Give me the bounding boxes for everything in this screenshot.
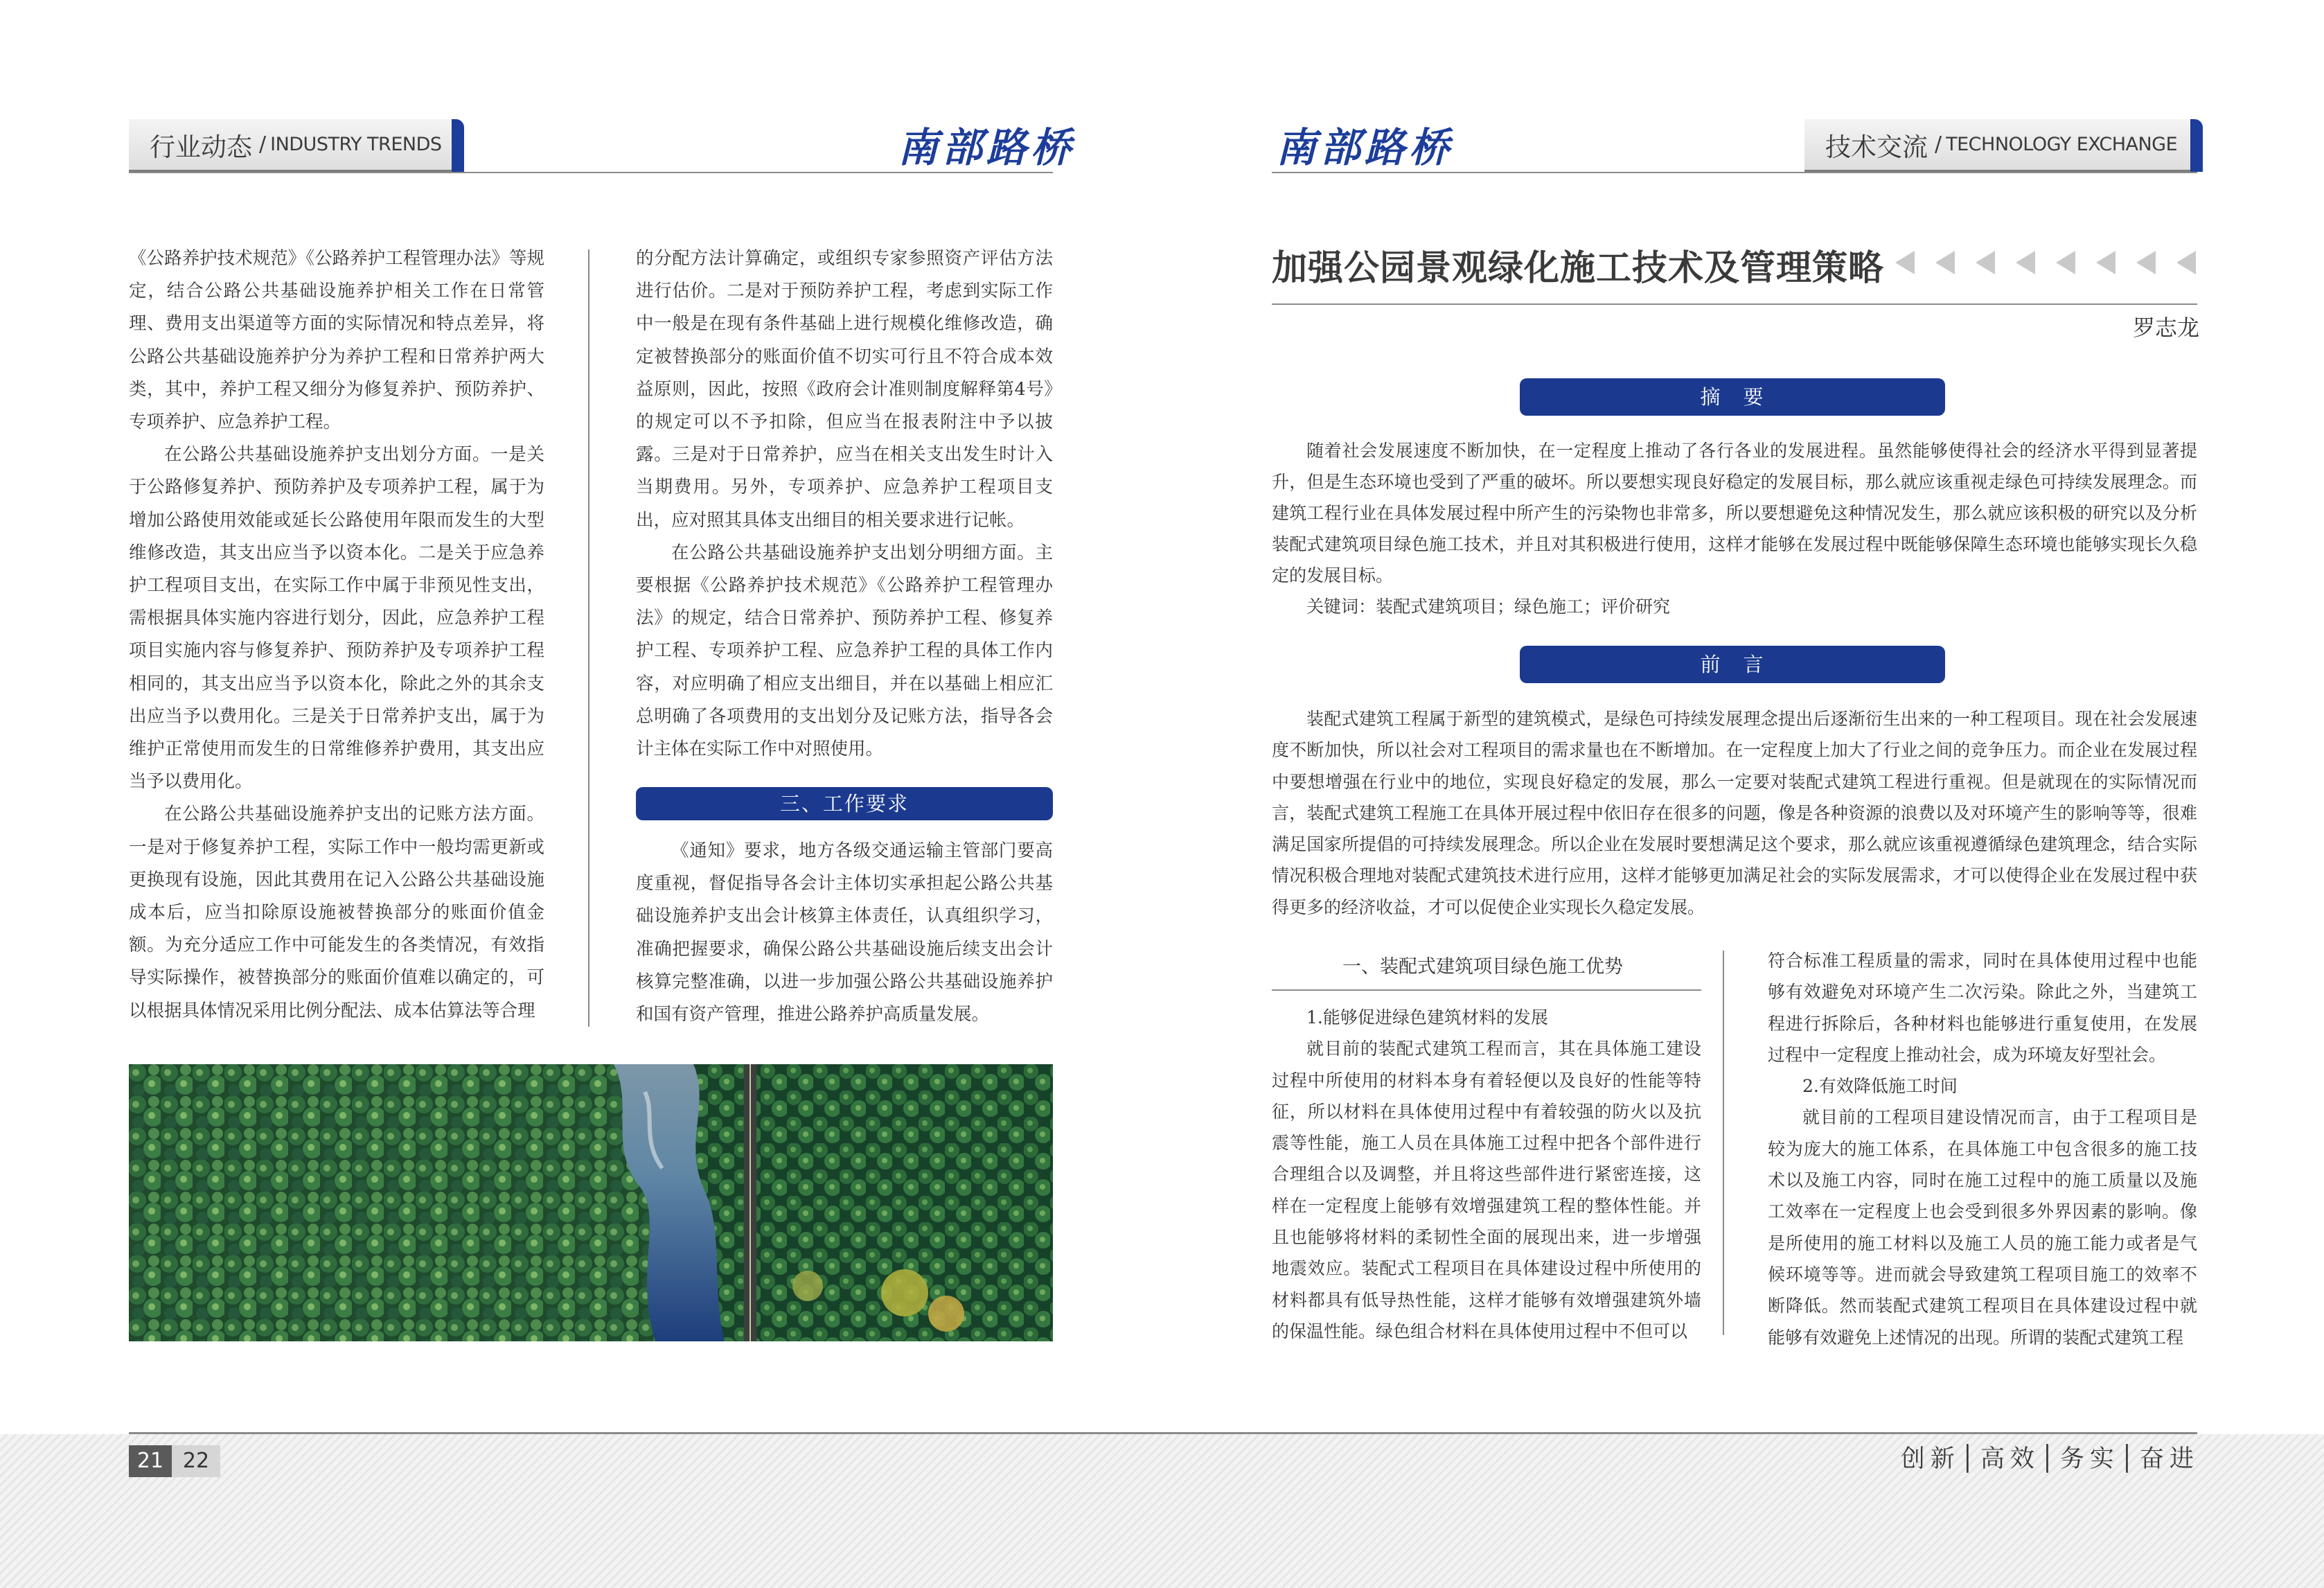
abstract-text: 随着社会发展速度不断加快，在一定程度上推动了各行各业的发展进程。虽然能够使得社会的经济水平得到显著提升，但是生态环境也受到了严重的破坏。所以要想实现良好稳定的发展目标，那么就应该重视走绿色可持续发展理念。而建筑工程行业在具体发展过程中所产生的污染物也非常多，所以要想避免这种情况发生，那么就应该积极的研究以及分析装配式建筑项目绿色施工技术，并且对其积极进行使用，这样才能够在发展过程中既能够保障生态环境也能够实现长久稳定的发展目标。 [1272, 441, 2197, 585]
right-section-tab-cn: 技术交流 [1825, 132, 1928, 162]
left-column-2 [636, 242, 1053, 766]
left-section-tab-cn: 行业动态 [150, 132, 252, 162]
triangle-icon [2136, 251, 2156, 274]
left-logo: 南部路桥 [898, 124, 1076, 171]
keywords-text: 关键词：装配式建筑项目；绿色施工；评价研究 [1306, 597, 1671, 617]
section1-heading: 一、装配式建筑项目绿色施工优势 [1342, 956, 1623, 978]
left-col2-paragraph: 的分配方法计算确定，或组织专家参照资产评估方法进行估价。二是对于预防养护工程，考虑到实际工作中一般是在现有条件基础上进行规模化维修改造，确定被替换部分的账面价值不切实可行且不符合成本效益原则，因此，按照《政府会计准则制度解释第4号》的规定可以不予扣除，但应当在报表附注中予以披露。三是对于日常养护，应当在相关支出发生时计入当期费用。另外，专项养护、应急养护工程项目支出，应对照其具体支出细目的相关要求进行记帐。 [636, 248, 1053, 531]
abstract-heading: 摘 要 [1520, 378, 1945, 416]
title-arrow-decoration [1895, 251, 2217, 274]
sub2-text: 就目前的工程项目建设情况而言，由于工程项目是较为庞大的施工体系，在具体施工中包含很多的施工技术以及施工内容，同时在施工过程中的施工质量以及施工效率在一定程度上也会受到很多外界因素的影响。像是所使用的施工材料以及施工人员的施工能力或者是气候环境等等。进而就会导致建筑工程项目施工的效率不断降低。然而装配式建筑工程项目在具体建设过程中就能够有效避免上述情况的出现。所谓的装配式建筑工程 [1768, 1107, 2197, 1348]
right-tab-accent [2190, 119, 2203, 172]
left-col2-paragraph: 在公路公共基础设施养护支出划分明细方面。主要根据《公路养护技术规范》《公路养护工程管理办法》的规定，结合日常养护、预防养护工程、修复养护工程、专项养护工程、应急养护工程的具体工作内容，对应明确了相应支出细目，并在以基础上相应汇总明确了各项费用的支出划分及记账方法，指导各会计主体在实际工作中对照使用。 [636, 542, 1053, 760]
triangle-icon [1895, 251, 1915, 274]
preface-heading: 前 言 [1520, 646, 1945, 683]
right-column-b [1768, 945, 2197, 1353]
triangle-icon [1935, 251, 1955, 274]
article-title: 加强公园景观绿化施工技术及管理策略 [1272, 248, 1885, 289]
right-section-tab-sep: / [1935, 132, 1942, 157]
right-header-rule [1272, 172, 2197, 173]
left-section-tab-en: INDUSTRY TRENDS [270, 134, 442, 155]
triangle-icon [2056, 251, 2075, 274]
left-column-2-after [636, 835, 1053, 1031]
page-number-left: 21 [129, 1445, 172, 1477]
author-name: 罗志龙 [2132, 315, 2199, 341]
right-column-a [1272, 1002, 1701, 1347]
left-col1-paragraph: 《公路养护技术规范》《公路养护工程管理办法》等规定，结合公路公共基础设施养护相关工作在日常管理、费用支出渠道等方面的实际情况和特点差异，将公路公共基础设施养护分为养护工程和日常养护两大类，其中，养护工程又细分为修复养护、预防养护、专项养护、应急养护工程。 [129, 248, 544, 433]
footer-rule [129, 1432, 2197, 1434]
footer-motto: 创新│高效│务实│奋进 [1900, 1445, 2199, 1473]
left-column-divider [588, 249, 589, 1027]
forest-river-photo [129, 1064, 1053, 1341]
left-tab-accent [452, 119, 464, 172]
left-header-rule [129, 172, 1053, 173]
triangle-icon [2016, 251, 2035, 274]
right-section-tab [1804, 119, 2197, 172]
left-column-1 [129, 242, 544, 1027]
triangle-icon [1976, 251, 1995, 274]
page-number-right: 22 [172, 1445, 220, 1477]
triangle-icon [2176, 251, 2196, 274]
triangle-icon [2096, 251, 2115, 274]
left-section-tab [129, 119, 459, 172]
left-section-tab-sep: / [259, 132, 267, 157]
left-col2-paragraph: 《通知》要求，地方各级交通运输主管部门要高度重视，督促指导各会计主体切实承担起公路公共基础设施养护支出会计核算主体责任，认真组织学习，准确把握要求，确保公路公共基础设施后续支出会计核算完整准确，以进一步加强公路公共基础设施养护和国有资产管理，推进公路养护高质量发展。 [636, 840, 1053, 1025]
left-col1-paragraph: 在公路公共基础设施养护支出划分方面。一是关于公路修复养护、预防养护及专项养护工程，属于为增加公路使用效能或延长公路使用年限而发生的大型维修改造，其支出应当予以资本化。二是关于应急养护工程项目支出，在实际工作中属于非预见性支出，需根据具体实施内容进行划分，因此，应急养护工程项目实施内容与修复养护、预防养护及专项养护工程相同的，其支出应当予以资本化，除此之外的其余支出应当予以费用化。三是关于日常养护支出，属于为维护正常使用而发生的日常维修养护费用，其支出应当予以费用化。 [129, 444, 544, 793]
right-logo: 南部路桥 [1276, 124, 1454, 171]
left-col1-paragraph: 在公路公共基础设施养护支出的记账方法方面。一是对于修复养护工程，实际工作中一般均需更新或更换现有设施，因此其费用在记入公路公共基础设施成本后，应当扣除原设施被替换部分的账面价值金额。为充分适应工作中可能发生的各类情况，有效指导实际操作，被替换部分的账面价值难以确定的，可以根据具体情况采用比例分配法、成本估算法等合理 [129, 804, 544, 1021]
section3-heading: 三、工作要求 [636, 787, 1053, 820]
right-column-divider [1723, 951, 1724, 1335]
preface-text: 装配式建筑工程属于新型的建筑模式，是绿色可持续发展理念提出后逐渐衍生出来的一种工程项目。现在社会发展速度不断加快，所以社会对工程项目的需求量也在不断增加。在一定程度上加大了行业之间的竞争压力。而企业在发展过程中要想增强在行业中的地位，实现良好稳定的发展，那么一定要对装配式建筑工程进行重视。但是就现在的实际情况而言，装配式建筑工程施工在具体开展过程中依旧存在很多的问题，像是各种资源的浪费以及对环境产生的影响等等，很难满足国家所提倡的可持续发展理念。所以企业在发展时要想满足这个要求，那么就应该重视遵循绿色建筑理念，结合实际情况积极合理地对装配式建筑技术进行应用，这样才能够更加满足社会的实际发展需求，才可以使得企业在发展过程中获得更多的经济收益，才可以促使企业实现长久稳定发展。 [1272, 709, 2197, 917]
title-rule [1272, 303, 2197, 305]
section1-rule [1272, 989, 1701, 991]
sub1-text: 就目前的装配式建筑工程而言，其在具体施工建设过程中所使用的材料本身有着轻便以及良好的性能等特征，所以材料在具体使用过程中有着较强的防火以及抗震等性能，施工人员在具体施工过程中把各个部件进行合理组合以及调整，并且将这些部件进行紧密连接，这样在一定程度上能够有效增强建筑工程的整体性能。并且也能够将材料的柔韧性全面的展现出来，进一步增强地震效应。装配式工程项目在具体建设过程中所使用的材料都具有低导热性能，这样才能够有效增强建筑外墙的保温性能。绿色组合材料在具体使用过程中不但可以 [1272, 1039, 1701, 1341]
abstract-block [1272, 435, 2197, 622]
col-b-text: 符合标准工程质量的需求，同时在具体使用过程中也能够有效避免对环境产生二次污染。除此之外，当建筑工程进行拆除后，各种材料也能够进行重复使用，在发展过程中一定程度上推动社会，成为环境友好型社会。 [1768, 951, 2197, 1065]
right-section-tab-en: TECHNOLOGY EXCHANGE [1946, 134, 2178, 155]
sub2-heading: 2.有效降低施工时间 [1802, 1076, 1958, 1097]
sub1-heading: 1.能够促进绿色建筑材料的发展 [1306, 1007, 1548, 1027]
preface-block [1272, 703, 2197, 923]
